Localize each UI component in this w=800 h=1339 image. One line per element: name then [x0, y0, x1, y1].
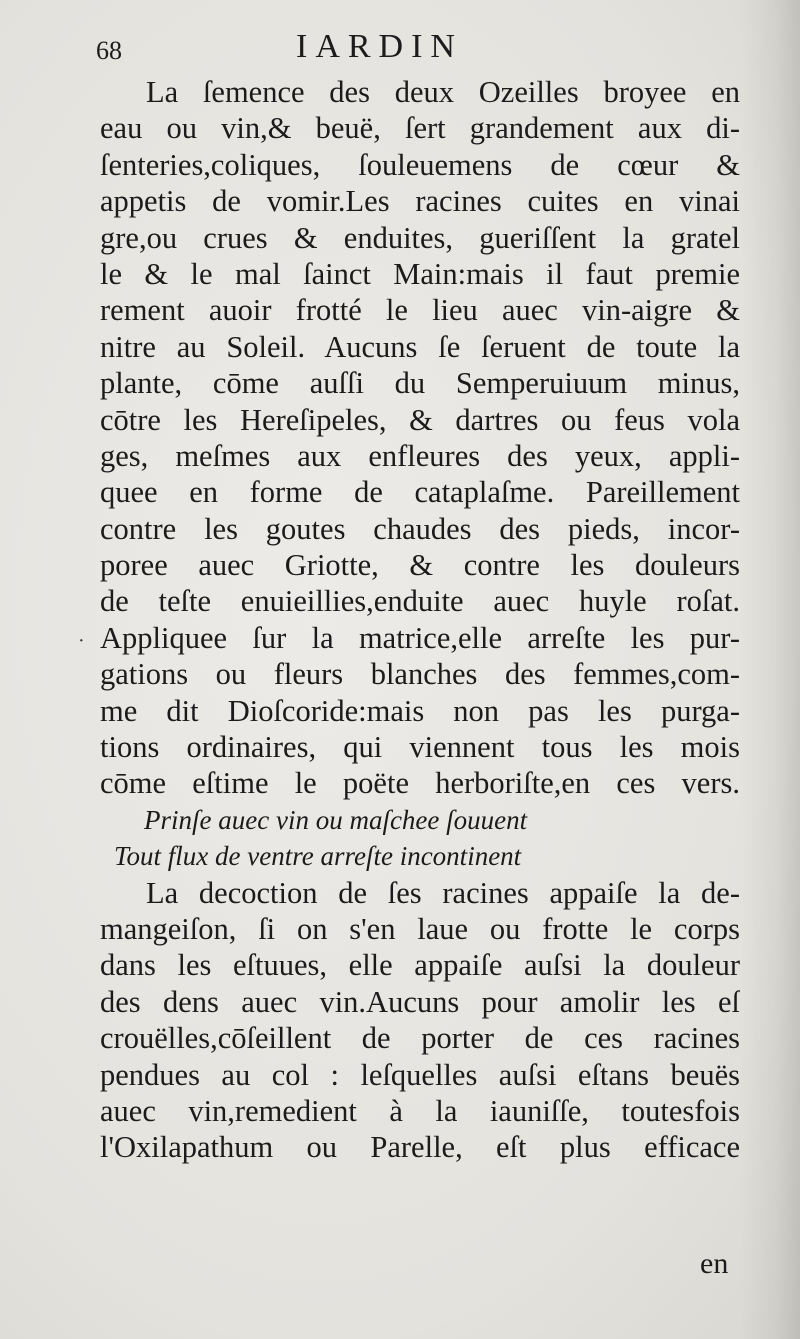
page-gutter-shadow: [740, 0, 800, 1339]
text-line: La decoction de ſes racines appaiſe la de-: [146, 875, 740, 910]
text-line: auec vin,remedient à la iauniſſe, toutesfois: [100, 1093, 740, 1128]
margin-mark: ·: [78, 630, 85, 652]
text-line: cōme eſtime le poëte herboriſte,en ces vers.: [100, 766, 740, 801]
body-text: [100, 74, 740, 1166]
text-line: mangeiſon, ſi on s'en laue ou frotte le corps: [100, 911, 740, 946]
text-line: cōtre les Hereſipeles, & dartres ou feus vola: [100, 402, 740, 437]
text-line: nitre au Soleil. Aucuns ſe ſeruent de toute la: [100, 329, 740, 364]
text-line: ſenteries,coliques, ſouleuemens de cœur &: [100, 147, 740, 182]
text-line: ges, meſmes aux enfleures des yeux, appli-: [100, 438, 740, 473]
text-line: plante, cōme auſſi du Semperuiuum minus,: [100, 366, 740, 401]
text-line: eau ou vin,& beuë, ſert grandement aux di-: [100, 111, 740, 146]
text-line: me dit Dioſcoride:mais non pas les purga-: [100, 693, 740, 728]
text-line: pendues au col : leſquelles auſsi eſtans beuës: [100, 1057, 740, 1092]
catchword: en: [700, 1247, 729, 1280]
text-line: dans les eſtuues, elle appaiſe auſsi la douleur: [100, 948, 740, 983]
text-line: gations ou fleurs blanches des femmes,com-: [100, 657, 740, 692]
text-line: poree auec Griotte, & contre les douleurs: [100, 548, 740, 583]
text-line: appetis de vomir.Les racines cuites en vinai: [100, 184, 740, 219]
text-line: rement auoir frotté le lieu auec vin-aigre &: [100, 293, 740, 328]
text-line: Appliquee ſur la matrice,elle arreſte les pur-: [100, 620, 740, 655]
text-line: Tout flux de ventre arreſte incontinent: [114, 841, 522, 872]
text-line: gre,ou crues & enduites, gueriſſent la gratel: [100, 220, 740, 255]
text-line: le & le mal ſainct Main:mais il faut premie: [100, 256, 740, 291]
running-head: IARDIN: [296, 28, 463, 65]
page-number: 68: [96, 36, 122, 65]
text-line: tions ordinaires, qui viennent tous les mois: [100, 730, 740, 765]
text-line: de teſte enuieillies,enduite auec huyle roſat.: [100, 584, 740, 619]
text-line: des dens auec vin.Aucuns pour amolir les eſ: [100, 984, 740, 1019]
page-header: [96, 26, 716, 76]
text-line: Prinſe auec vin ou maſchee ſouuent: [144, 804, 528, 835]
text-line: l'Oxilapathum ou Parelle, eſt plus efficace: [100, 1130, 740, 1165]
text-line: crouëlles,cōſeillent de porter de ces racines: [100, 1021, 740, 1056]
text-line: quee en forme de cataplaſme. Pareillement: [100, 475, 740, 510]
text-line: contre les goutes chaudes des pieds, incor-: [100, 511, 740, 546]
text-line: La ſemence des deux Ozeilles broyee en: [146, 75, 740, 109]
